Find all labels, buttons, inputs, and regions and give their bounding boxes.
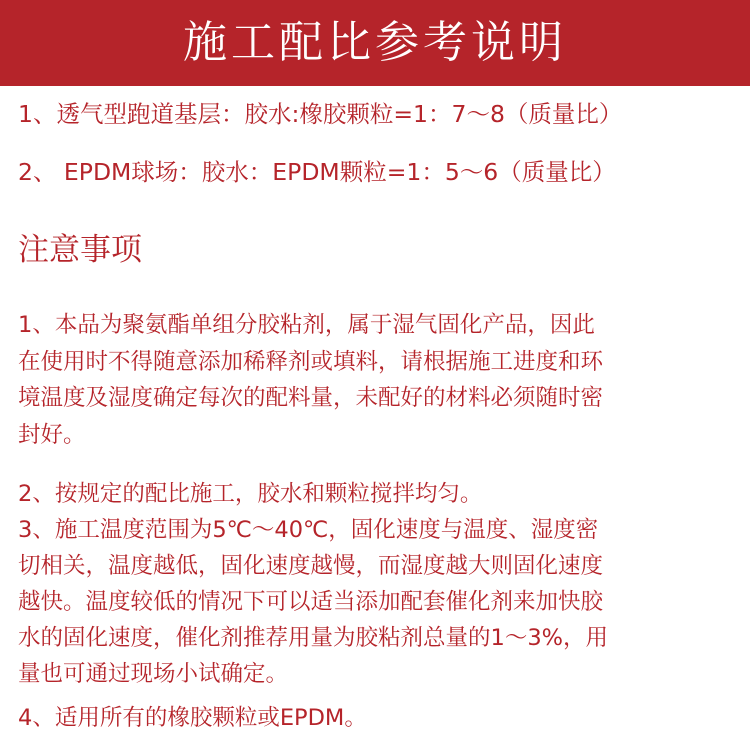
note-item-3-line-5: 量也可通过现场小试确定。 [18, 661, 289, 687]
note-item-3-line-1: 3、施工温度范围为5℃～40℃，固化速度与温度、湿度密 [18, 517, 599, 543]
title-banner [0, 0, 750, 86]
note-item-1-line-2: 在使用时不得随意添加稀释剂或填料，请根据施工进度和环 [18, 348, 604, 375]
ratio-line-2: 2、 EPDM球场：胶水：EPDM颗粒=1：5～6（质量比） [18, 158, 616, 186]
note-item-1-line-3: 境温度及湿度确定每次的配料量，未配好的材料必须随时密 [18, 385, 604, 411]
ratio-line-1: 1、透气型跑道基层：胶水:橡胶颗粒=1：7～8（质量比） [18, 100, 623, 128]
note-item-1-line-1: 1、本品为聚氨酯单组分胶粘剂，属于湿气固化产品，因此 [18, 312, 595, 338]
note-item-4-line-1: 4、适用所有的橡胶颗粒或EPDM。 [18, 705, 367, 731]
note-item-3-line-3: 越快。温度较低的情况下可以适当添加配套催化剂来加快胶 [18, 589, 604, 615]
notes-heading: 注意事项 [18, 232, 142, 268]
note-item-2 [18, 476, 742, 513]
note-item-3-line-4: 水的固化速度，催化剂推荐用量为胶粘剂总量的1～3%，用 [18, 625, 609, 651]
note-item-4 [18, 700, 742, 737]
note-item-1 [18, 307, 742, 453]
note-item-3-line-2: 切相关，温度越低，固化速度越慢，而湿度越大则固化速度 [18, 553, 604, 579]
note-item-1-line-4: 封好。 [18, 421, 86, 448]
page-title: 施工配比参考说明 [183, 17, 567, 68]
note-item-2-line-1: 2、按规定的配比施工，胶水和颗粒搅拌均匀。 [18, 481, 483, 507]
note-item-3 [18, 512, 742, 692]
